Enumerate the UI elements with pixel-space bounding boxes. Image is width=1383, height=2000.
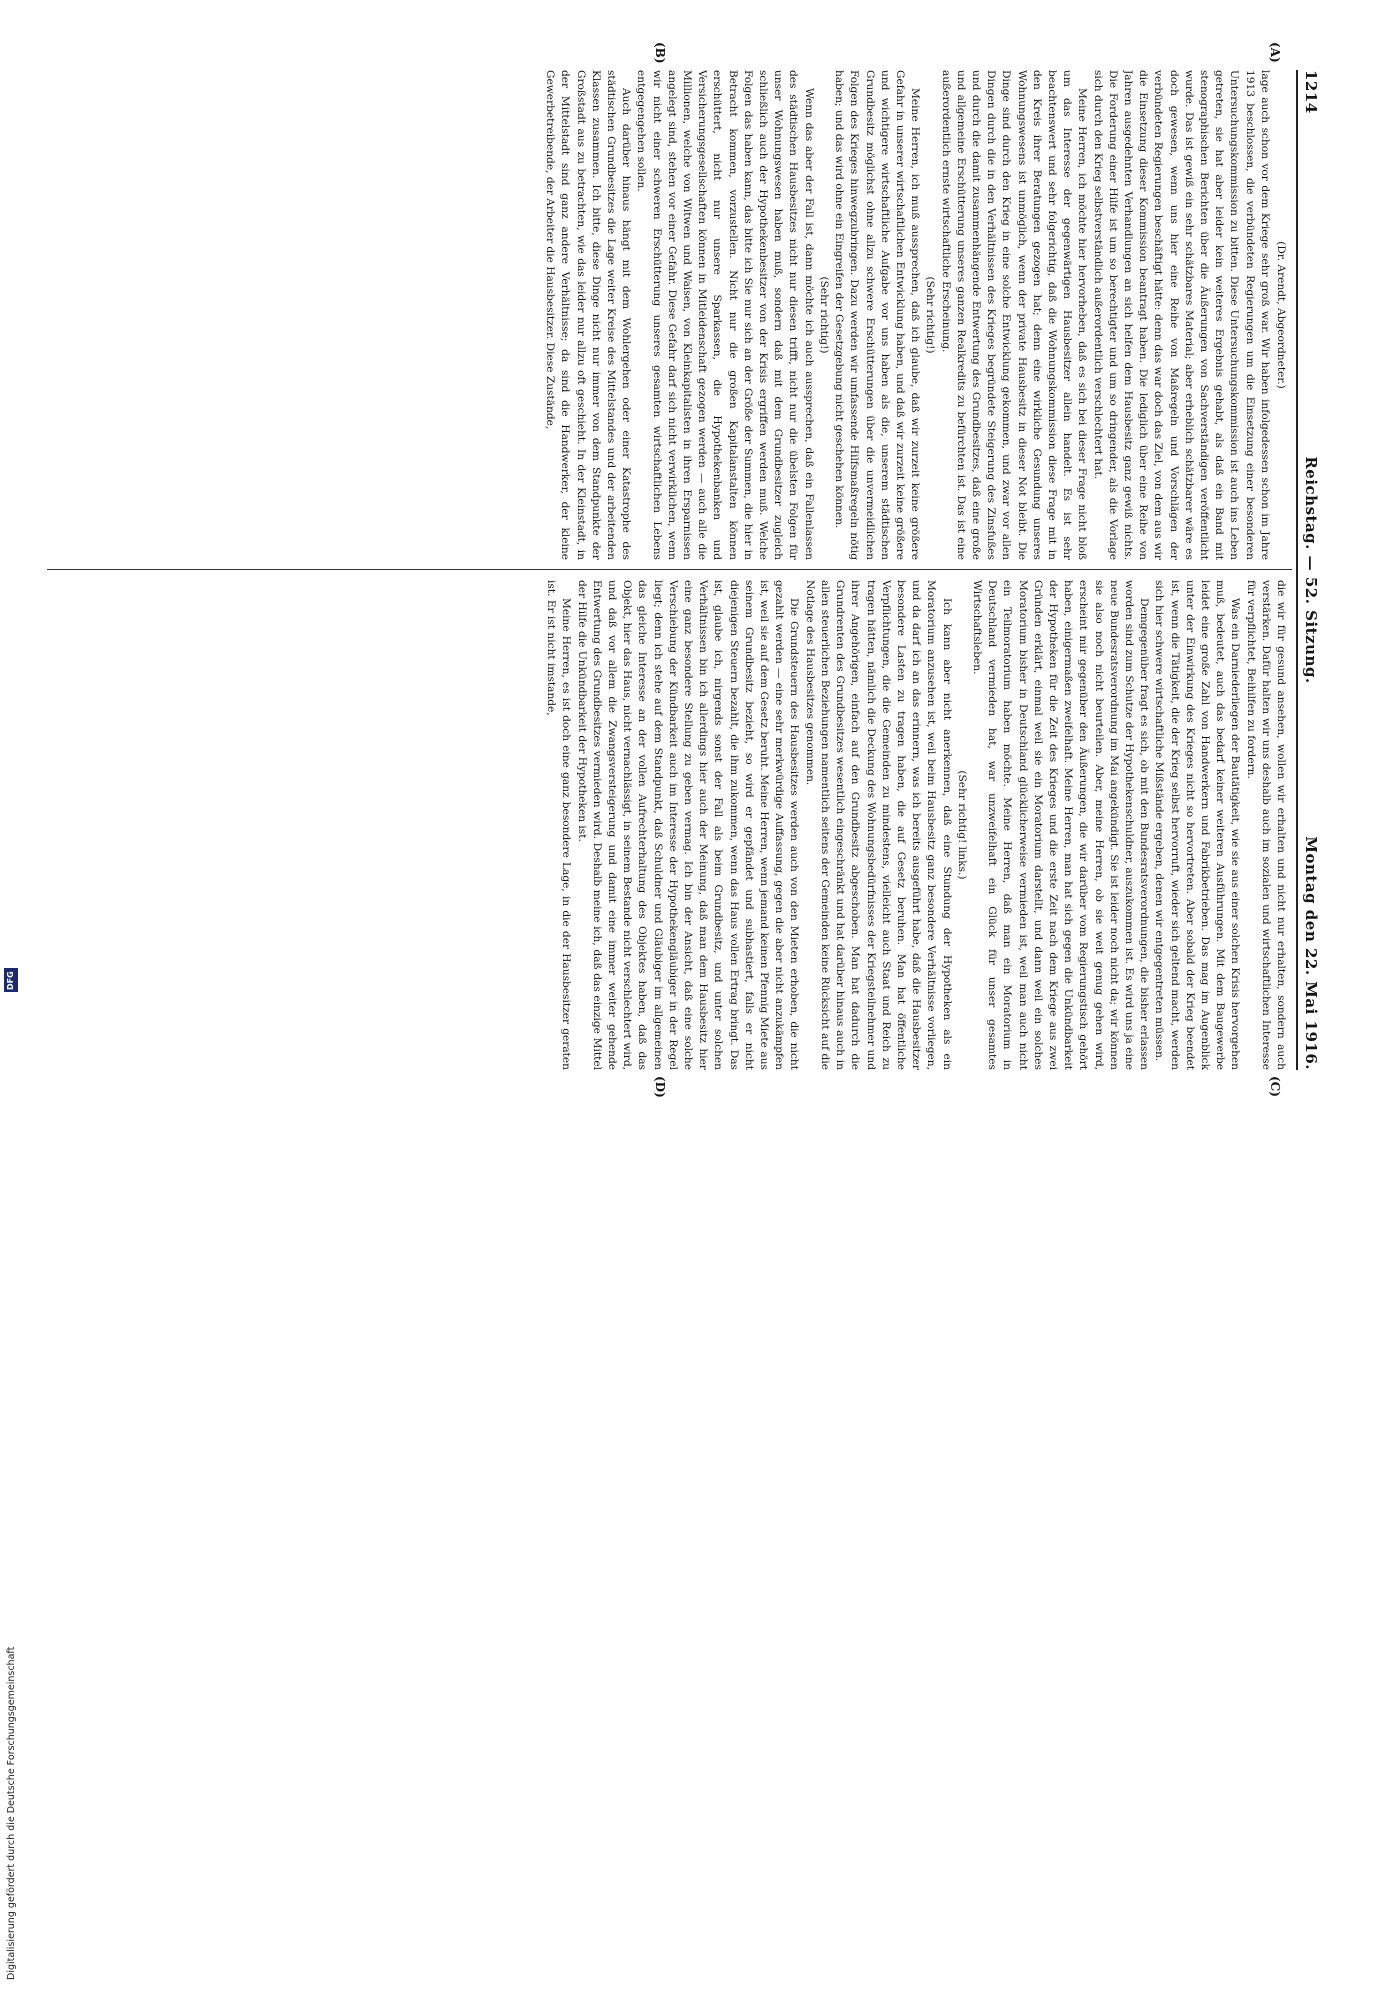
digitization-note: Digitalisierung gefördert durch die Deutsche Forschungsgemeinschaft bbox=[6, 1646, 17, 1980]
paragraph: Wenn das aber der Fall ist, dann möchte ich auch aussprechen, daß ein Fallenlassen des städtischen Hausbesitzes nicht nur diesen trifft, nicht nur die übelsten Folgen für unser Wohnungswesen haben muß, sondern daß mit dem Grundbesitzer zugleich schließlich auch der Hypothekenbesitzer von der Krisis ergriffen werden muß. Welche Folgen das haben kann, das bitte ich Sie nur sich an der Größe der Summen, die hier in Betracht kommen, vorzustellen. Nicht nur die großen Kapitalanstalten können erschüttert, nicht nur unsere Sparkassen, die Hypothekenbanken und Versicherungsgesellschaften können in Mitleidenschaft gezogen werden — auch alle die Millionen, welche von Witwen und Waisen, von Kleinkapitalisten in ihren Ersparnissen angelegt sind, stehen vor einer Gefahr. Diese Gefahr darf sich nicht verwirklichen, wenn wir nicht einer schweren Erschütterung unseres gesamten wirtschaftlichen Lebens entgegengehen sollen. bbox=[635, 70, 815, 560]
page-number: 1214 bbox=[1302, 70, 1320, 114]
margin-marker-c: (C) bbox=[1268, 1076, 1282, 1097]
paragraph: Meine Herren, es ist doch eine ganz besondere Lage, in die der Hausbesitzer geraten ist. Er ist nicht imstande, bbox=[545, 580, 573, 1070]
margin-marker-a: (A) bbox=[1268, 42, 1282, 63]
paragraph: Was ein Darniederliegen der Bautätigkeit, wie sie aus einer solchen Krisis hervorgehen muß, bedeutet, auch das bedarf keiner weiteren Ausführungen. Mit dem Baugewerbe leidet eine große Zahl von Handwerkern und Fabrikbetrieben. Das mag im Augenblick unter der Einwirkung des Krieges nicht so hervortreten. Aber sobald der Krieg beendet ist, wenn die Tätigkeit, die der Krieg selbst hervorruft, wieder sich geltend macht, werden sich hier schwere wirtschaftliche Mißstände ergeben, denen wir entgegentreten müssen. bbox=[1153, 580, 1242, 1070]
interjection: (Sehr richtig!) bbox=[817, 276, 830, 354]
right-column bbox=[48, 580, 1288, 1070]
column-divider bbox=[47, 569, 1292, 570]
left-column bbox=[48, 70, 1288, 560]
paragraph: Meine Herren, ich muß aussprechen, daß ich glaube, daß wir zurzeit keine größere Gefahr in unserer wirtschaftlichen Entwicklung haben, und daß wir zurzeit keine größere und wichtigere wirtschaftliche Aufgabe vor uns haben als die, unserem städtischen Grundbesitz möglichst ohne allzu schwere Erschütterungen über die unvermeidlichen Folgen des Krieges hinwegzubringen. Dazu werden wir umfassende Hilfsmaßregeln nötig haben; und das wird ohne ein Eingreifen der Gesetzgebung nicht geschehen können. bbox=[833, 70, 922, 560]
paragraph: Die Grundsteuern des Hausbesitzes werden auch von den Mieten erhoben, die nicht gezahlt werden — eine sehr merkwürdige Auffassung, gegen die aber nicht anzukämpfen ist, weil sie auf dem Gesetz beruht. Meine Herren, wenn jemand keinen Pfennig Miete aus seinem Grundbesitz bezieht, so wird er gepfändet und subhastiert, falls er nicht diejenigen Steuern bezahlt, die ihm zukommen, wenn das Haus vollen Ertrag bringt. Das ist, glaube ich, nirgends sonst der Fall als beim Grundbesitz, und unter solchen Verhältnissen bin ich allerdings hier auch der Meinung, daß man dem Hausbesitz hier eine ganz besondere Stellung zu geben vermag. Ich bin der Ansicht, daß eine solche Verschiebung der Kündbarkeit auch im Interesse der Hypothekengläubiger in der Regel liegt; denn ich stehe auf dem Standpunkt, daß Schuldner und Gläubiger im allgemeinen das gleiche Interesse an der vollen Aufrechterhaltung des Objektes haben, daß das Objekt, hier das Haus, nicht vernachlässigt, in seinem Bestande nicht verschlechtert wird, und daß vor allem die Zwangsversteigerung und damit eine immer weiter gehende Entwertung des Grundbesitzes vermieden wird. Deshalb meine ich, daß das einzige Mittel der Hilfe die Unkündbarkeit der Hypotheken ist. bbox=[575, 580, 801, 1070]
dfg-logo-icon bbox=[4, 968, 18, 992]
page-title: Reichstag. — 52. Sitzung. bbox=[1302, 456, 1320, 684]
paragraph: Meine Herren, ich möchte hier hervorheben, daß es sich bei dieser Frage nicht bloß um das Interesse der gegenwärtigen Hausbesitzer allein handelt. Es ist sehr beachtenswert und sehr folgerichtig, daß die Wohnungskommission diese Frage mit in den Kreis ihrer Beratungen gezogen hat; denn eine wirkliche Gesundung unseres Wohnungswesens ist unmöglich, wenn der private Hausbesitz in dieser Not bleibt. Die Dinge sind durch den Krieg in eine solche Entwicklung gekommen, und zwar vor allen Dingen durch die in den Verhältnissen des Krieges begründete Steigerung des Zinsfußes und durch die damit zusammenhängende Entwertung des Grundbesitzes, daß eine große und allgemeine Erschütterung unseres ganzen Realkredits zu befürchten ist. Das ist eine außerordentlich ernste wirtschaftliche Erscheinung. bbox=[939, 70, 1089, 560]
page-date: Montag den 22. Mai 1916. bbox=[1302, 836, 1320, 1070]
margin-marker-b: (B) bbox=[653, 42, 667, 64]
dfg-logo-text: DFG bbox=[6, 971, 15, 990]
interjection: (Sehr richtig! links.) bbox=[955, 770, 968, 880]
speaker-line: (Dr. Arendt, Abgeordneter.) bbox=[1275, 241, 1287, 389]
paragraph: Demgegenüber fragt es sich, ob mit den Bundesratsverordnungen, die bisher erlassen worden sind zum Schutze der Hypothekenschuldner, auszukommen ist. Es wird uns ja eine neue Bundesratsverordnung im Mai angekündigt. Sie ist leider noch nicht da; wir können sie also noch nicht beurteilen. Aber, meine Herren, ob sie weit genug gehen wird, erscheint mir gegenüber den Äußerungen, die wir darüber vom Regierungstisch gehört haben, einigermaßen zweifelhaft. Meine Herren, man hat sich gegen die Unkündbarkeit der Hypotheken für die Zeit des Krieges und die erste Zeit nach dem Kriege aus zwei Gründen erklärt, einmal weil sie ein Moratorium darstellt, und dann weil ein solches Moratorium bisher in Deutschland glücklicherweise vermieden ist, weil man auch nicht ein Teilmoratorium haben möchte. Meine Herren, daß man ein Moratorium in Deutschland vermieden hat, war unzweifelhaft ein Glück für unser gesamtes Wirtschaftsleben. bbox=[970, 580, 1151, 1070]
digitization-footer bbox=[6, 1000, 18, 2000]
paragraph: Auch darüber hinaus hängt mit dem Wohlergehen oder einer Katastrophe des städtischen Grundbesitzes die Lage weiter Kreise des Mittelstandes und der arbeitenden Klassen zusammen. Ich bitte, diese Dinge nicht nur immer von dem Standpunkte der Großstadt aus zu betrachten, wie das leider nur allzu oft geschieht. In der Kleinstadt, in der Mittelstadt sind ganz andere Verhältnisse; da sind die Handwerker, der kleine Gewerbetreibende, der Arbeiter die Hausbesitzer. Diese Zustände, bbox=[544, 70, 633, 560]
page-header bbox=[1296, 70, 1322, 1070]
paragraph: Ich kann aber nicht anerkennen, daß eine Stundung der Hypotheken als ein Moratorium anzusehen ist, weil beim Hausbesitz ganz besondere Verhältnisse vorliegen, und da darf ich an das erinnern, was ich bereits ausgeführt habe, daß die Hausbesitzer besondere Lasten zu tragen haben, die auf Gesetz beruhen. Man hat öffentliche Verpflichtungen, die die Gemeinden zu mindestens, vielleicht auch Staat und Reich zu tragen hätten, nämlich die Deckung des Wohnungsbedürfnisses der Kriegsteilnehmer und ihrer Angehörigen, einfach auf den Grundbesitz abgeschoben. Man hat dadurch die Grundrenten des Grundbesitzes wesentlich eingeschränkt und hat darüber hinaus auch in allen steuerlichen Beziehungen namentlich seitens der Gemeinden keine Rücksicht auf die Notlage des Hausbesitzes genommen. bbox=[803, 580, 953, 1070]
paragraph: lage auch schon vor dem Kriege sehr groß war. Wir haben infolgedessen schon im Jahre 1913 beschlossen, die verbündeten Regierungen um die Einsetzung einer besonderen Untersuchungskommission zu bitten. Diese Untersuchungskommission ist auch ins Leben getreten, sie hat aber leider kein weiteres Ergebnis gehabt, als daß ein Band mit stenographischen Berichten über die Äußerungen von Sachverständigen veröffentlicht wurde. Das ist gewiß ein sehr schätzbares Material; aber erheblich schätzbarer wäre es doch gewesen, wenn uns hier eine Reihe von Maßregeln und Vorschlägen der verbündeten Regierungen beschäftigt hätte: denn das war doch das Ziel, von dem aus wir die Einsetzung dieser Kommission beantragt haben. Die lediglich über eine Reihe von Jahren ausgedehnten Verhandlungen an sich helfen dem Hausbesitz ganz gewiß nichts. Die Forderung einer Hilfe ist um so berechtigter und um so dringender, als die Vorlage sich durch den Krieg selbstverständlich außerordentlich verschlechtert hat. bbox=[1091, 70, 1271, 560]
margin-marker-d: (D) bbox=[653, 1076, 667, 1098]
interjection: (Sehr richtig!) bbox=[924, 276, 937, 354]
newspaper-page bbox=[42, 42, 1322, 1098]
paragraph: die wir für gesund ansehen, wollen wir erhalten und nicht nur erhalten, sondern auch verstärken. Dafür halten wir uns deshalb auch im sozialen und wirtschaftlichen Interesse für verpflichtet, Beihilfen zu fordern. bbox=[1244, 580, 1287, 1070]
